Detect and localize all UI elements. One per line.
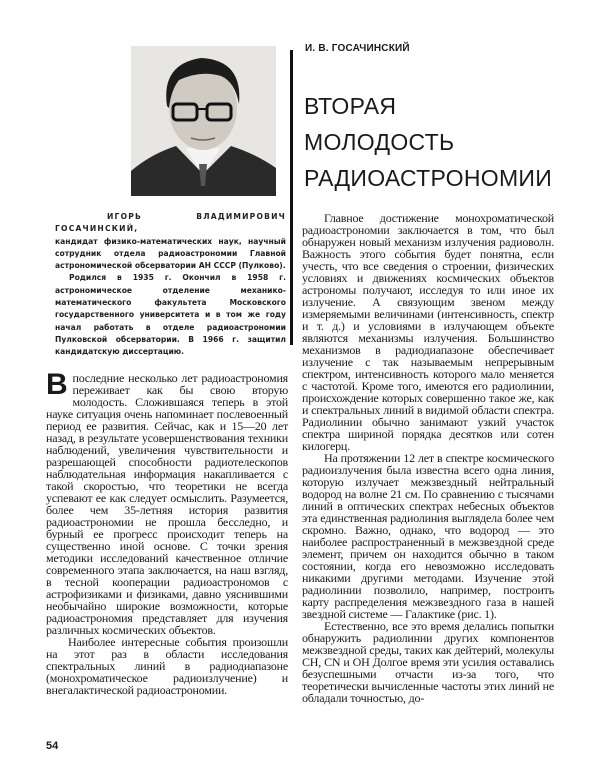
drop-cap: В <box>46 368 68 401</box>
title-line: ВТОРАЯ <box>304 93 397 119</box>
title-line: РАДИОАСТРОНОМИИ <box>304 165 553 191</box>
title-line: МОЛОДОСТЬ <box>304 129 455 155</box>
bio-name: ИГОРЬ ВЛАДИМИРОВИЧ ГОСАЧИНСКИЙ, <box>55 212 286 234</box>
bio-biography: Родился в 1935 г. Окончил в 1958 г. астрономическое отделение механико-математического факультета Московского государственного университета и в том же году начал работать в отделе радиоастрономии Пулковской обсерватории. В 1966 г. защитил кандидатскую диссертацию. <box>55 273 286 357</box>
paragraph: На протяжении 12 лет в спектре космического радиоизлучения была известна всего одна линия, которую излучает межзвездный нейтральный водород на волне 21 см. По сравнению с тысячами линий в оптических спектрах небесных объектов эта единственная радиолиния выглядела более чем скромно. Важно, однако, что водород — это наиболее распространенный в межзвездной среде элемент, причем он находится обычно в таком состоянии, когда его невозможно исследовать никакими другими методами. Изучение этой радиолинии позволило, например, построить карту распределения межзвездного газа в нашей звездной системе — Галактике (рис. 1). <box>302 451 554 621</box>
right-column <box>302 212 554 704</box>
article-title <box>304 88 552 196</box>
paragraph-text: последние несколько лет радиоастрономия переживает как бы свою вторую молодость. Сложившаяся теперь в этой науке ситуация очень напоминает послевоенный период ее развития. Сейчас, как и 15—20 лет назад, в результате усовершенствования техники наблюдений, увеличения чувствительности и разрешающей способности радиотелескопов наблюдательная информация накапливается с такой скоростью, что теоретики не всегда успевают ее как следует осмыслить. Разумеется, более чем 35-летняя история развития радиоастрономии не прошла бесследно, и бурный ее прогресс происходит теперь на существенно иной основе. С точки зрения методики исследований качественное отличие современного этапа заключается, на наш взгляд, в тесной кооперации радиоастрономов с астрофизиками и физиками, давно уяснившими необычайно широкие возможности, которые радиоастрономия представляет для изучения различных космических объектов. <box>46 371 288 637</box>
left-column <box>46 368 288 697</box>
author-portrait-photo <box>131 46 276 196</box>
paragraph <box>46 368 288 637</box>
page-number: 54 <box>46 740 59 752</box>
bio-position: кандидат физико-математических наук, научный сотрудник отдела радиоастрономии Главной астрономической обсерватории АН СССР (Пулково). <box>55 236 286 271</box>
paragraph: Естественно, все это время делались попытки обнаружить радиолинии других компонентов межзвездной среды, таких как дейтерий, молекулы CH, CN и OH Долгое время эти усилия оставались безуспешными отчасти из-за того, что теоретически вычисленные частоты этих линий не обладали точностью, до- <box>302 619 554 705</box>
article-author: И. В. ГОСАЧИНСКИЙ <box>305 43 410 54</box>
vertical-rule <box>290 50 293 345</box>
author-bio <box>55 211 286 359</box>
paragraph: Наиболее интересные события произошли на этот раз в области исследования спектральных линий в радиодиапазоне (монохроматическое радиоизлучение) и внегалактической радиоастрономии. <box>46 635 288 697</box>
paragraph: Главное достижение монохроматической радиоастрономии заключается в том, что был обнаружен новый механизм излучения радиоволн. Важность этого события будет понятна, если учесть, что все сведения о строении, физических условиях и движениях космических объектов астрономы получают, исследуя то или иное их излучение. А связующим звеном между измеряемыми величинами (интенсивность, спектр и т. д.) и условиями в излучающем объекте являются механизмы излучения. Большинство механизмов в радиодиапазоне обеспечивает излучение с так называемым непрерывным спектром, интенсивность которого мало меняется с частотой. Кроме того, имеются его радиолинии, происхождение которых совершенно такое же, как и спектральных линий в видимой области спектра. Радиолинии обычно занимают узкий участок спектра шириной порядка десятков или сотен килогерц. <box>302 211 554 453</box>
